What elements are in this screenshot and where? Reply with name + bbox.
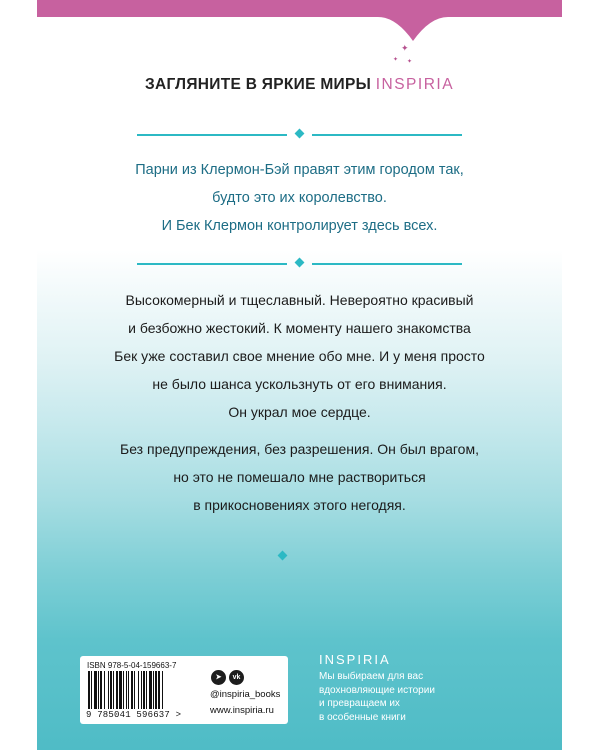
publisher-line: в особенные книги bbox=[319, 711, 406, 723]
top-pink-band bbox=[37, 0, 562, 17]
blurb-line: но это не помешало мне раствориться bbox=[173, 469, 426, 485]
sparkle-icon: ✦ bbox=[393, 57, 399, 63]
isbn: ISBN 978-5-04-159663-7 bbox=[87, 661, 177, 670]
social-handle[interactable]: @inspiria_books bbox=[210, 689, 281, 700]
publisher-description bbox=[319, 670, 435, 724]
website-link[interactable]: www.inspiria.ru bbox=[210, 705, 274, 716]
blurb-line: Высокомерный и тщеславный. Невероятно красивый bbox=[125, 292, 474, 308]
tagline bbox=[37, 156, 562, 240]
divider-top bbox=[137, 129, 462, 141]
social-icons bbox=[211, 666, 247, 685]
vk-icon[interactable]: vk bbox=[229, 670, 244, 685]
blurb-line: в прикосновениях этого негодяя. bbox=[193, 497, 406, 513]
info-box bbox=[80, 656, 288, 724]
headline bbox=[37, 76, 562, 94]
blurb-line: Без предупреждения, без разрешения. Он был врагом, bbox=[120, 441, 479, 457]
publisher-line: Мы выбираем для вас bbox=[319, 671, 424, 682]
bookmark-tab bbox=[378, 0, 448, 42]
blurb-paragraph-2 bbox=[37, 435, 562, 519]
headline-text: ЗАГЛЯНИТЕ В ЯРКИЕ МИРЫ bbox=[144, 76, 372, 93]
publisher-line: и превращаем их bbox=[319, 698, 400, 709]
barcode bbox=[87, 671, 199, 709]
diamond-icon bbox=[295, 258, 305, 268]
barcode-digits: 9 785041 596637 > bbox=[86, 710, 182, 720]
publisher-brand: INSPIRIA bbox=[319, 652, 391, 667]
diamond-icon bbox=[295, 129, 305, 139]
headline-brand: INSPIRIA bbox=[375, 76, 455, 93]
publisher-line: вдохновляющие истории bbox=[319, 684, 435, 696]
blurb-line: и безбожно жестокий. К моменту нашего знакомства bbox=[128, 320, 471, 336]
blurb-paragraph-1 bbox=[37, 286, 562, 426]
sparkle-icon: ✦ bbox=[407, 59, 413, 65]
divider-bottom bbox=[137, 258, 462, 270]
tagline-line: Парни из Клермон-Бэй правят этим городом так, bbox=[135, 162, 464, 178]
tagline-line: будто это их королевство. bbox=[212, 190, 387, 206]
blurb-line: Он украл мое сердце. bbox=[228, 404, 371, 420]
telegram-icon[interactable]: ➤ bbox=[211, 670, 226, 685]
sparkle-icon: ✦ bbox=[401, 43, 409, 53]
diamond-icon bbox=[278, 551, 288, 561]
blurb-line: не было шанса ускользнуть от его внимания. bbox=[152, 376, 447, 392]
book-back-cover bbox=[37, 0, 562, 750]
tagline-line: И Бек Клермон контролирует здесь всех. bbox=[161, 218, 438, 234]
blurb-line: Бек уже составил свое мнение обо мне. И у меня просто bbox=[114, 348, 485, 364]
